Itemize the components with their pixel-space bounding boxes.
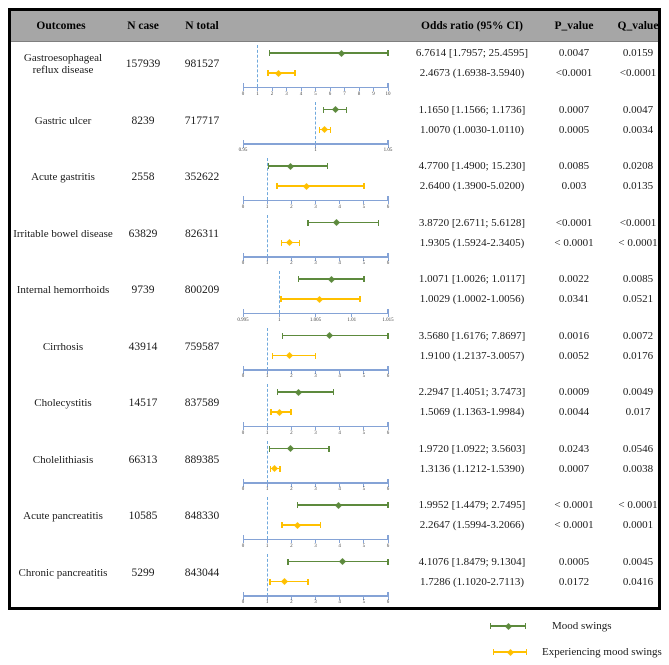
table-row	[11, 42, 658, 99]
point-marker-legend-yellow	[506, 648, 513, 655]
ci-line-green	[297, 504, 388, 506]
axis-tick-label: 2	[290, 487, 293, 492]
q-value-green: <0.0001	[619, 216, 657, 229]
ci-cap-right-yellow	[320, 522, 322, 528]
ci-cap-left-yellow	[269, 579, 271, 585]
table-row	[11, 212, 658, 269]
legend-label-experiencing-mood-swings: Experiencing mood swings	[542, 646, 662, 658]
forest-plot	[238, 99, 393, 156]
or-ci-value-yellow: 1.0029 (1.0002-1.0056)	[419, 293, 525, 305]
n-case-value: 2558	[131, 171, 155, 183]
table-row	[11, 325, 658, 382]
axis-tick-label: 4	[338, 204, 341, 210]
reference-line	[267, 554, 268, 596]
ci-cap-left-yellow	[319, 127, 321, 133]
axis-tick-label: 0	[241, 430, 245, 436]
ci-cap-left-yellow	[281, 240, 283, 246]
forest-plot	[243, 381, 388, 438]
axis-tick-label: 4	[338, 600, 341, 605]
ci-cap-right-green	[363, 276, 365, 282]
axis-tick-label: 0	[241, 91, 245, 97]
ci-cap-right-yellow	[299, 240, 301, 246]
axis-tick-label: 0.95	[238, 148, 248, 153]
table-row	[11, 268, 658, 325]
reference-line	[315, 102, 316, 144]
reference-line	[279, 271, 280, 313]
or-ci-value-yellow: 2.6400 (1.3900-5.0200)	[419, 180, 525, 192]
p-value-yellow: < 0.0001	[554, 519, 594, 531]
axis-tick-label: 3	[314, 204, 317, 210]
header-outcomes: Outcomes	[36, 20, 86, 32]
axis-tick-label: 1.01	[347, 317, 357, 323]
axis-tick-label: 1	[256, 91, 259, 97]
axis-tick-label: 1	[265, 430, 269, 436]
point-marker-green	[295, 388, 302, 395]
axis-tick-label: 5	[314, 91, 317, 97]
axis-tick-label: 1.015	[382, 317, 394, 323]
ci-cap-left-yellow	[280, 296, 282, 302]
forest-plot	[243, 494, 388, 551]
ci-cap-left-green	[277, 389, 279, 395]
or-ci-value-yellow: 2.4673 (1.6938-3.5940)	[419, 67, 525, 79]
axis-tick-label: 1.05	[383, 148, 393, 153]
ci-line-green	[308, 222, 379, 224]
p-value-yellow: 0.0007	[558, 462, 590, 475]
axis-tick-label: 3	[285, 91, 288, 97]
ci-line-green	[277, 391, 334, 393]
reference-line	[267, 384, 268, 426]
header-odds-ratio: Odds ratio (95% CI)	[421, 20, 523, 32]
axis-tick-label: 5	[362, 487, 366, 492]
legend-label-mood-swings: Mood swings	[552, 620, 612, 632]
axis-tick-label: 3	[314, 543, 317, 549]
or-ci-value-green: 2.2947 [1.4051; 3.7473]	[418, 386, 526, 398]
axis-tick-label: 1	[265, 204, 269, 210]
reference-line	[257, 45, 258, 87]
p-value-yellow: < 0.0001	[554, 236, 594, 249]
n-case-value: 157939	[125, 58, 161, 70]
ci-cap-left-legend-yellow	[493, 649, 495, 655]
axis-tick-label: 5	[362, 543, 366, 549]
point-marker-legend-green	[504, 622, 511, 629]
axis-tick-label: 2	[290, 543, 293, 549]
axis-tick-label: 5	[362, 261, 366, 266]
p-value-yellow: 0.0341	[558, 293, 590, 305]
axis-tick-label: 6	[386, 600, 390, 605]
ci-cap-right-legend-green	[525, 623, 527, 629]
q-value-green: 0.0072	[622, 329, 654, 342]
ci-cap-left-green	[269, 50, 271, 56]
n-total-value: 837589	[184, 397, 220, 409]
q-value-green: < 0.0001	[618, 499, 658, 511]
point-marker-green	[287, 445, 294, 452]
point-marker-green	[326, 332, 333, 339]
axis-tick-label: 0	[241, 543, 245, 549]
axis-tick-label: 5	[362, 204, 366, 210]
header-q-value: Q_value	[617, 20, 659, 32]
n-case-value: 9739	[131, 284, 155, 296]
q-value-yellow: < 0.0001	[618, 236, 658, 249]
ci-cap-left-yellow	[267, 70, 269, 76]
axis-tick-label: 0	[241, 374, 245, 379]
forest-plot	[243, 212, 388, 269]
axis-tick-label: 5	[362, 600, 366, 605]
or-ci-value-green: 6.7614 [1.7957; 25.4595]	[415, 47, 529, 59]
p-value-green: <0.0001	[555, 216, 593, 229]
ci-cap-right-yellow	[279, 466, 281, 472]
or-ci-value-green: 1.9720 [1.0922; 3.5603]	[418, 442, 526, 455]
or-ci-value-green: 1.1650 [1.1566; 1.1736]	[418, 103, 526, 116]
point-marker-yellow	[303, 182, 310, 189]
ci-cap-right-yellow	[315, 353, 317, 359]
point-marker-green	[335, 501, 342, 508]
p-value-green: 0.0047	[558, 47, 590, 59]
n-case-value: 43914	[128, 340, 158, 353]
forest-plot	[241, 42, 391, 99]
axis-tick-label: 6	[386, 204, 390, 210]
header-p-value: P_value	[554, 20, 594, 32]
ci-cap-right-green	[328, 446, 330, 452]
ci-cap-right-yellow	[294, 70, 296, 76]
table-row	[11, 551, 658, 608]
p-value-green: 0.0009	[558, 386, 590, 398]
axis-tick-label: 0	[241, 600, 245, 605]
table-row	[11, 155, 658, 212]
ci-cap-right-green	[387, 333, 389, 339]
axis-tick-label: 3	[314, 261, 317, 266]
ci-cap-left-yellow	[276, 183, 278, 189]
ci-cap-left-yellow	[281, 522, 283, 528]
q-value-green: 0.0085	[622, 273, 654, 285]
legend-yellow-sample	[492, 645, 528, 659]
axis-tick-label: 9	[372, 91, 375, 97]
ci-cap-left-yellow	[270, 409, 272, 415]
n-case-value: 66313	[128, 453, 158, 466]
or-ci-value-green: 1.9952 [1.4479; 2.7495]	[418, 499, 526, 511]
legend-green-sample	[489, 619, 527, 633]
ci-cap-left-green	[298, 276, 300, 282]
axis-tick-label: 1.005	[309, 317, 322, 323]
p-value-yellow: <0.0001	[555, 67, 593, 79]
p-value-yellow: 0.0005	[558, 123, 590, 136]
reference-line	[267, 215, 268, 257]
q-value-green: 0.0208	[622, 160, 654, 172]
axis-tick-label: 6	[328, 91, 332, 97]
reference-line	[267, 441, 268, 483]
outcome-label: Cholecystitis	[34, 397, 92, 409]
axis-tick-label: 3	[314, 487, 317, 492]
axis-tick-label: 3	[314, 430, 317, 436]
axis-tick-label: 0.995	[237, 317, 249, 323]
axis-tick-label: 4	[338, 543, 341, 549]
forest-rows	[11, 42, 658, 607]
ci-line-yellow	[277, 185, 365, 187]
axis-tick-label: 2	[290, 600, 293, 605]
ci-cap-left-green	[269, 446, 271, 452]
axis-tick-label: 2	[290, 261, 293, 266]
ci-line-green	[268, 165, 327, 167]
axis-tick-label: 7	[343, 91, 346, 97]
axis-tick-label: 1	[265, 261, 269, 266]
n-total-value: 981527	[184, 58, 220, 70]
point-marker-yellow	[294, 521, 301, 528]
outcome-label: Cirrhosis	[42, 340, 84, 353]
or-ci-value-green: 1.0071 [1.0026; 1.0117]	[418, 273, 526, 285]
axis-tick-label: 1	[265, 487, 269, 492]
outcome-label: Chronic pancreatitis	[18, 566, 108, 579]
n-total-value: 352622	[184, 171, 220, 183]
table-row	[11, 438, 658, 495]
q-value-green: 0.0049	[622, 386, 654, 398]
p-value-green: 0.0022	[558, 273, 590, 285]
point-marker-yellow	[286, 239, 293, 246]
point-marker-green	[333, 219, 340, 226]
ci-cap-right-yellow	[290, 409, 292, 415]
table-header	[11, 11, 658, 42]
n-case-value: 8239	[131, 114, 155, 127]
axis-tick-label: 1	[265, 600, 269, 605]
axis-tick-label: 6	[386, 374, 390, 379]
q-value-yellow: 0.0176	[622, 349, 654, 362]
forest-plot	[243, 155, 388, 212]
table-row	[11, 381, 658, 438]
ci-line-green	[282, 335, 388, 337]
or-ci-value-yellow: 1.9100 (1.2137-3.0057)	[419, 349, 525, 362]
ci-cap-right-green	[346, 107, 348, 113]
forest-plot	[243, 551, 388, 608]
axis-tick-label: 0	[241, 487, 245, 492]
p-value-green: 0.0007	[558, 103, 590, 116]
n-case-value: 63829	[128, 227, 158, 240]
p-value-green: 0.0243	[558, 442, 590, 455]
axis-tick-label: 2	[290, 204, 293, 210]
q-value-yellow: 0.0521	[622, 293, 654, 305]
outcome-label: Gastric ulcer	[34, 114, 92, 127]
n-total-value: 717717	[184, 114, 220, 127]
p-value-green: 0.0085	[558, 160, 590, 172]
axis-tick-label: 10	[385, 91, 391, 97]
q-value-yellow: 0.0001	[622, 519, 654, 531]
ci-cap-right-green	[387, 50, 389, 56]
or-ci-value-yellow: 1.5069 (1.1363-1.9984)	[419, 406, 525, 418]
point-marker-yellow	[321, 126, 328, 133]
point-marker-yellow	[271, 465, 278, 472]
axis-tick-label: 0	[241, 204, 245, 210]
axis-tick-label: 1	[278, 317, 281, 323]
axis-tick-label: 5	[362, 430, 366, 436]
point-marker-yellow	[275, 69, 282, 76]
q-value-green: 0.0047	[622, 103, 654, 116]
n-case-value: 5299	[131, 566, 155, 579]
ci-cap-right-green	[327, 163, 329, 169]
n-total-value: 843044	[184, 566, 220, 579]
axis-tick-label: 6	[386, 543, 390, 549]
ci-line-green	[269, 52, 388, 54]
ci-cap-right-yellow	[307, 579, 309, 585]
p-value-green: 0.0005	[558, 555, 590, 568]
reference-line	[267, 497, 268, 539]
outcome-label: Acute pancreatitis	[23, 510, 103, 522]
axis-tick-label: 0	[241, 261, 245, 266]
point-marker-green	[339, 558, 346, 565]
ci-line-yellow	[270, 581, 309, 583]
axis-tick-label: 1	[265, 543, 269, 549]
ci-cap-left-yellow	[272, 353, 274, 359]
axis-tick-label: 2	[290, 374, 293, 379]
or-ci-value-yellow: 2.2647 (1.5994-3.2066)	[419, 519, 525, 531]
ci-cap-left-green	[297, 502, 299, 508]
axis-tick-label: 6	[386, 487, 390, 492]
axis-tick-label: 2	[290, 430, 293, 436]
axis-tick-label: 5	[362, 374, 366, 379]
axis-tick-label: 4	[338, 261, 341, 266]
axis-tick-label: 4	[338, 430, 341, 436]
or-ci-value-yellow: 1.9305 (1.5924-2.3405)	[419, 236, 525, 249]
or-ci-value-green: 4.1076 [1.8479; 9.1304]	[418, 555, 526, 568]
axis-tick-label: 4	[338, 374, 341, 379]
n-case-value: 14517	[128, 397, 158, 409]
n-total-value: 826311	[184, 227, 220, 240]
forest-plot	[237, 268, 394, 325]
ci-cap-left-green	[268, 163, 270, 169]
n-case-value: 10585	[128, 510, 158, 522]
q-value-yellow: 0.017	[625, 406, 651, 418]
q-value-yellow: 0.0038	[622, 462, 654, 475]
n-total-value: 848330	[184, 510, 220, 522]
q-value-yellow: 0.0135	[622, 180, 654, 192]
outcome-label: Cholelithiasis	[32, 453, 94, 466]
outcome-label: Internal hemorrhoids	[16, 284, 110, 296]
point-marker-green	[332, 106, 339, 113]
ci-cap-right-green	[378, 220, 380, 226]
axis-tick-label: 4	[299, 91, 303, 97]
ci-cap-right-legend-yellow	[526, 649, 528, 655]
outcome-label: Acute gastritis	[31, 171, 95, 183]
q-value-yellow: 0.0034	[622, 123, 654, 136]
axis-tick-label: 3	[314, 374, 317, 379]
point-marker-yellow	[316, 295, 323, 302]
ci-cap-left-green	[307, 220, 309, 226]
p-value-green: 0.0016	[558, 329, 590, 342]
p-value-green: < 0.0001	[554, 499, 594, 511]
q-value-green: 0.0546	[622, 442, 654, 455]
axis-tick-label: 6	[386, 261, 390, 266]
forest-plot	[243, 438, 388, 495]
q-value-green: 0.0159	[622, 47, 654, 59]
or-ci-value-yellow: 1.0070 (1.0030-1.0110)	[419, 123, 525, 136]
point-marker-green	[338, 49, 345, 56]
table-row	[11, 494, 658, 551]
axis-tick-label: 1	[265, 374, 269, 379]
n-total-value: 889385	[184, 453, 220, 466]
ci-cap-left-green	[282, 333, 284, 339]
axis-tick-label: 3	[314, 600, 317, 605]
ci-cap-right-green	[387, 559, 389, 565]
point-marker-yellow	[286, 352, 293, 359]
point-marker-yellow	[276, 408, 283, 415]
reference-line	[267, 328, 268, 370]
n-total-value: 759587	[184, 340, 220, 353]
point-marker-yellow	[281, 578, 288, 585]
q-value-yellow: 0.0416	[622, 575, 654, 588]
p-value-yellow: 0.0052	[558, 349, 590, 362]
ci-cap-right-yellow	[359, 296, 361, 302]
ci-cap-right-green	[333, 389, 335, 395]
axis-tick-label: 8	[357, 91, 361, 97]
axis-tick-label: 6	[386, 430, 390, 436]
or-ci-value-green: 4.7700 [1.4900; 15.230]	[418, 160, 526, 172]
axis-tick-label: 1	[314, 148, 317, 153]
or-ci-value-green: 3.5680 [1.6176; 7.8697]	[418, 329, 526, 342]
q-value-green: 0.0045	[622, 555, 654, 568]
axis-tick-label: 2	[270, 91, 274, 97]
point-marker-green	[287, 162, 294, 169]
or-ci-value-yellow: 1.7286 (1.1020-2.7113)	[419, 575, 525, 588]
q-value-yellow: <0.0001	[619, 67, 657, 79]
n-total-value: 800209	[184, 284, 220, 296]
point-marker-green	[328, 275, 335, 282]
ci-cap-left-legend-green	[490, 623, 492, 629]
forest-plot	[243, 325, 388, 382]
ci-cap-right-yellow	[330, 127, 332, 133]
ci-cap-left-green	[323, 107, 325, 113]
header-n-total: N total	[185, 20, 219, 32]
ci-cap-right-green	[387, 502, 389, 508]
ci-cap-right-yellow	[363, 183, 365, 189]
axis-tick-label: 4	[338, 487, 341, 492]
p-value-yellow: 0.003	[561, 180, 587, 192]
or-ci-value-yellow: 1.3136 (1.1212-1.5390)	[419, 462, 525, 475]
p-value-yellow: 0.0172	[558, 575, 590, 588]
or-ci-value-green: 3.8720 [2.6711; 5.6128]	[418, 216, 526, 229]
ci-cap-left-green	[287, 559, 289, 565]
ci-line-green	[269, 448, 329, 450]
p-value-yellow: 0.0044	[558, 406, 590, 418]
table-row	[11, 99, 658, 156]
header-n-case: N case	[127, 20, 159, 32]
outcome-label: Gastroesophageal reflux disease	[23, 52, 103, 76]
ci-line-yellow	[272, 355, 316, 357]
outcome-label: Irritable bowel disease	[13, 227, 113, 240]
